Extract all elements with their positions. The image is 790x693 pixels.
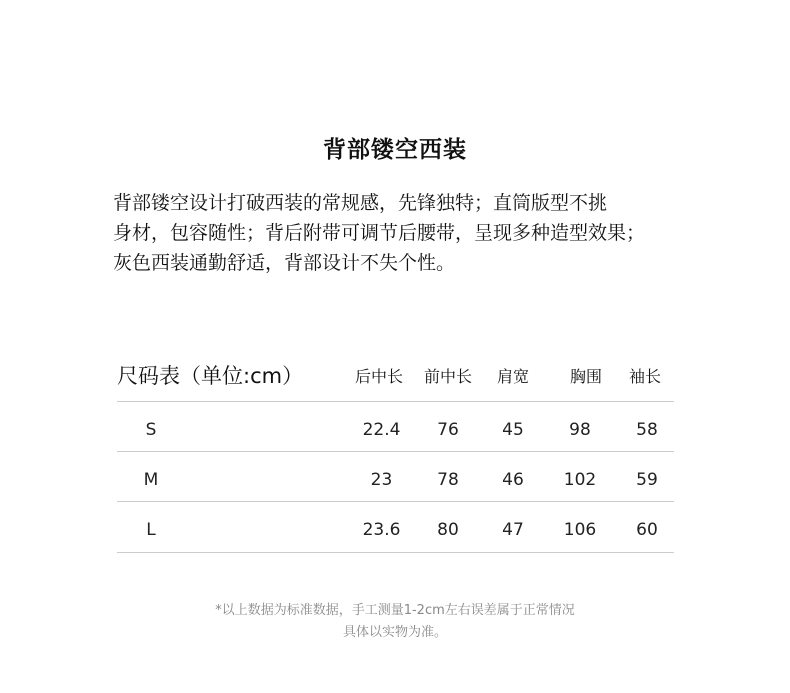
- column-header-front-length: 前中长: [423, 367, 472, 386]
- note-line: *以上数据为标准数据，手工测量1-2cm左右误差属于正常情况: [215, 603, 575, 618]
- description-line: 背部镂空设计打破西装的常规感，先锋独特；直筒版型不挑: [113, 192, 608, 214]
- measurement-note: [0, 600, 790, 644]
- value-cell: 58: [636, 420, 658, 440]
- value-cell: 80: [437, 520, 459, 540]
- value-cell: 22.4: [362, 420, 401, 440]
- value-cell: 78: [437, 470, 459, 490]
- description-line: 身材，包容随性；背后附带可调节后腰带，呈现多种造型效果；: [113, 222, 646, 244]
- size-cell: M: [143, 470, 159, 490]
- value-cell: 23: [370, 470, 393, 490]
- value-cell: 47: [502, 520, 524, 540]
- value-cell: 106: [563, 520, 597, 540]
- table-row: [117, 401, 674, 451]
- column-header-sleeve: 袖长: [628, 367, 661, 386]
- description-line: 灰色西装通勤舒适，背部设计不失个性。: [113, 252, 456, 274]
- column-header-back-length: 后中长: [354, 367, 403, 386]
- table-row: [117, 501, 674, 551]
- value-cell: 45: [502, 420, 524, 440]
- value-cell: 46: [502, 470, 524, 490]
- value-cell: 98: [569, 420, 591, 440]
- column-header-chest: 胸围: [569, 367, 602, 386]
- page-title: 背部镂空西装: [323, 137, 467, 163]
- value-cell: 23.6: [362, 520, 401, 540]
- value-cell: 59: [636, 470, 658, 490]
- note-line: 具体以实物为准。: [342, 625, 447, 640]
- column-header-shoulder: 肩宽: [496, 367, 529, 386]
- size-cell: S: [145, 420, 157, 440]
- size-table-header: [117, 356, 674, 396]
- value-cell: 76: [437, 420, 459, 440]
- table-divider: [117, 552, 674, 553]
- size-table-title: 尺码表（单位:cm）: [117, 364, 304, 388]
- table-row: [117, 451, 674, 501]
- size-cell: L: [146, 520, 156, 540]
- value-cell: 60: [636, 520, 658, 540]
- product-description: [113, 188, 713, 278]
- value-cell: 102: [563, 470, 597, 490]
